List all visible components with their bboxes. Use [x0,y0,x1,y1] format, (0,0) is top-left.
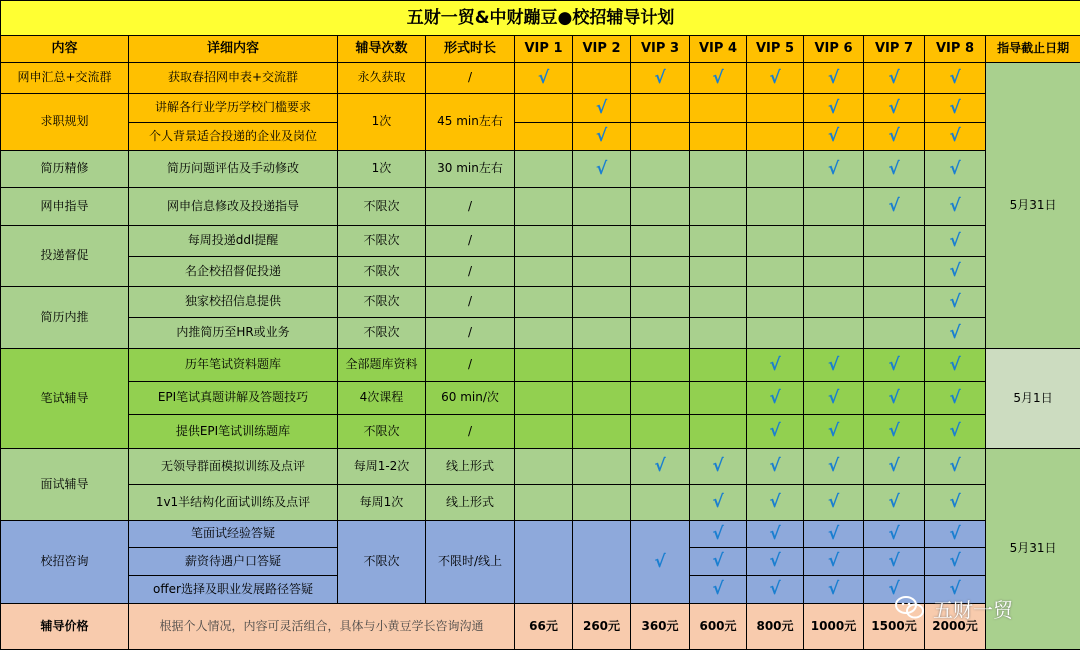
check-mark: √ [925,151,986,188]
check-mark: √ [747,382,804,415]
empty-cell [631,188,690,226]
category-cell: 网申汇总+交流群 [1,63,129,94]
check-mark: √ [804,485,864,521]
price-vip-3: 360元 [631,604,690,650]
empty-cell [631,257,690,287]
check-mark: √ [747,415,804,449]
header-vip-8: VIP 8 [925,36,986,63]
check-mark: √ [925,63,986,94]
times-cell: 不限次 [338,318,426,349]
empty-cell [631,485,690,521]
format-cell: 线上形式 [426,449,515,485]
empty-cell [804,318,864,349]
empty-cell [631,318,690,349]
table-row [1,188,1080,226]
table-row [1,349,1080,382]
empty-cell [573,382,631,415]
check-mark: √ [804,576,864,604]
table-title: 五财一贸&中财蹦豆●校招辅导计划 [1,1,1080,36]
empty-cell [515,349,573,382]
empty-cell [804,287,864,318]
check-mark: √ [864,382,925,415]
empty-cell [573,63,631,94]
check-mark: √ [573,151,631,188]
check-mark: √ [925,257,986,287]
check-mark: √ [925,415,986,449]
check-mark: √ [690,521,747,548]
check-mark: √ [925,318,986,349]
check-mark: √ [864,151,925,188]
empty-cell [631,226,690,257]
header-vip-3: VIP 3 [631,36,690,63]
empty-cell [690,349,747,382]
detail-cell: offer选择及职业发展路径答疑 [129,576,338,604]
format-cell: 60 min/次 [426,382,515,415]
price-vip-8: 2000元 [925,604,986,650]
category-cell: 求职规划 [1,94,129,151]
category-cell: 校招咨询 [1,521,129,604]
empty-cell [515,123,573,151]
detail-cell: 独家校招信息提供 [129,287,338,318]
times-cell: 不限次 [338,287,426,318]
empty-cell [690,151,747,188]
empty-cell [573,188,631,226]
empty-cell [515,226,573,257]
empty-cell [690,94,747,123]
check-mark: √ [864,94,925,123]
times-cell: 不限次 [338,188,426,226]
check-mark: √ [864,188,925,226]
times-cell: 1次 [338,94,426,151]
detail-cell: 内推简历至HR或业务 [129,318,338,349]
price-vip-4: 600元 [690,604,747,650]
header-vip-6: VIP 6 [804,36,864,63]
check-mark: √ [925,188,986,226]
empty-cell [573,485,631,521]
table-row [1,123,1080,151]
times-cell: 1次 [338,151,426,188]
format-cell: / [426,257,515,287]
check-mark: √ [747,521,804,548]
check-mark: √ [864,548,925,576]
times-cell: 不限次 [338,521,426,604]
check-mark: √ [864,123,925,151]
times-cell: 每周1-2次 [338,449,426,485]
format-cell: / [426,226,515,257]
empty-cell [573,415,631,449]
category-cell: 辅导价格 [1,604,129,650]
format-cell: 30 min左右 [426,151,515,188]
table-row [1,382,1080,415]
check-mark: √ [864,576,925,604]
empty-cell [747,287,804,318]
check-mark: √ [804,449,864,485]
empty-cell [573,449,631,485]
detail-cell: 获取春招网申表+交流群 [129,63,338,94]
empty-cell [864,257,925,287]
header-detail: 详细内容 [129,36,338,63]
header-vip-2: VIP 2 [573,36,631,63]
check-mark: √ [804,521,864,548]
empty-cell [515,382,573,415]
category-cell: 面试辅导 [1,449,129,521]
check-mark: √ [804,349,864,382]
check-mark: √ [925,226,986,257]
check-mark: √ [864,415,925,449]
check-mark: √ [925,548,986,576]
format-cell: / [426,188,515,226]
empty-cell [864,226,925,257]
detail-cell: 薪资待遇户口答疑 [129,548,338,576]
format-cell: 不限时/线上 [426,521,515,604]
empty-cell [573,318,631,349]
wechat-icon [895,595,925,621]
header-vip-5: VIP 5 [747,36,804,63]
check-mark: √ [804,415,864,449]
check-mark: √ [925,485,986,521]
category-cell: 网申指导 [1,188,129,226]
empty-cell [573,226,631,257]
detail-cell: EPI笔试真题讲解及答题技巧 [129,382,338,415]
table-row [1,257,1080,287]
empty-cell [747,188,804,226]
empty-cell [631,349,690,382]
category-cell: 投递督促 [1,226,129,287]
detail-cell: 1v1半结构化面试训练及点评 [129,485,338,521]
format-cell: 45 min左右 [426,94,515,151]
empty-cell [631,287,690,318]
times-cell: 每周1次 [338,485,426,521]
empty-cell [515,449,573,485]
check-mark: √ [804,548,864,576]
empty-cell [631,151,690,188]
deadline-cell: 5月1日 [986,349,1080,449]
check-mark: √ [804,151,864,188]
times-cell: 全部题库资料 [338,349,426,382]
empty-cell [690,415,747,449]
price-vip-2: 260元 [573,604,631,650]
category-cell: 笔试辅导 [1,349,129,449]
category-cell: 简历精修 [1,151,129,188]
empty-cell [515,94,573,123]
empty-cell [573,349,631,382]
check-mark: √ [925,123,986,151]
check-mark: √ [690,548,747,576]
empty-cell [515,415,573,449]
check-mark: √ [925,94,986,123]
check-mark: √ [747,63,804,94]
check-mark: √ [864,63,925,94]
watermark-text: 五财一贸 [933,597,1013,622]
header-format: 形式时长 [426,36,515,63]
empty-cell [690,226,747,257]
empty-cell [631,415,690,449]
check-mark: √ [925,349,986,382]
empty-cell [631,123,690,151]
check-mark: √ [690,63,747,94]
check-mark: √ [925,521,986,548]
empty-cell [690,123,747,151]
price-vip-5: 800元 [747,604,804,650]
format-cell: / [426,318,515,349]
check-mark: √ [631,521,690,604]
times-cell: 不限次 [338,226,426,257]
empty-cell [573,521,631,604]
empty-cell [515,318,573,349]
check-mark: √ [631,449,690,485]
price-vip-6: 1000元 [804,604,864,650]
empty-cell [690,382,747,415]
check-mark: √ [804,94,864,123]
empty-cell [804,226,864,257]
detail-cell: 历年笔试资料题库 [129,349,338,382]
check-mark: √ [925,382,986,415]
header-vip-7: VIP 7 [864,36,925,63]
format-cell: 线上形式 [426,485,515,521]
times-cell: 永久获取 [338,63,426,94]
check-mark: √ [804,382,864,415]
empty-cell [690,287,747,318]
times-cell: 不限次 [338,257,426,287]
check-mark: √ [690,576,747,604]
detail-cell: 提供EPI笔试训练题库 [129,415,338,449]
empty-cell [747,123,804,151]
empty-cell [747,318,804,349]
check-mark: √ [747,485,804,521]
empty-cell [515,188,573,226]
table-row [1,287,1080,318]
format-cell: / [426,415,515,449]
empty-cell [515,287,573,318]
header-content: 内容 [1,36,129,63]
empty-cell [804,188,864,226]
check-mark: √ [925,576,986,604]
table-row [1,415,1080,449]
check-mark: √ [631,63,690,94]
format-cell: / [426,349,515,382]
empty-cell [747,226,804,257]
times-cell: 不限次 [338,415,426,449]
empty-cell [573,257,631,287]
table-row [1,226,1080,257]
header-times: 辅导次数 [338,36,426,63]
check-mark: √ [690,485,747,521]
empty-cell [515,151,573,188]
table-row [1,485,1080,521]
deadline-cell: 5月31日 [986,449,1080,650]
price-vip-1: 66元 [515,604,573,650]
empty-cell [690,188,747,226]
check-mark: √ [804,63,864,94]
price-note: 根据个人情况，内容可灵活组合，具体与小黄豆学长咨询沟通 [129,604,515,650]
check-mark: √ [925,449,986,485]
detail-cell: 无领导群面模拟训练及点评 [129,449,338,485]
empty-cell [690,257,747,287]
detail-cell: 名企校招督促投递 [129,257,338,287]
detail-cell: 个人背景适合投递的企业及岗位 [129,123,338,151]
check-mark: √ [864,485,925,521]
deadline-cell: 5月31日 [986,63,1080,349]
empty-cell [747,151,804,188]
header-vip-1: VIP 1 [515,36,573,63]
detail-cell: 每周投递ddl提醒 [129,226,338,257]
check-mark: √ [573,94,631,123]
table-row [1,94,1080,123]
check-mark: √ [690,449,747,485]
check-mark: √ [747,449,804,485]
table-row [1,449,1080,485]
header-deadline: 指导截止日期 [986,36,1080,63]
empty-cell [864,287,925,318]
format-cell: / [426,63,515,94]
check-mark: √ [747,349,804,382]
price-vip-7: 1500元 [864,604,925,650]
empty-cell [690,318,747,349]
detail-cell: 讲解各行业学历学校门槛要求 [129,94,338,123]
empty-cell [747,94,804,123]
detail-cell: 网申信息修改及投递指导 [129,188,338,226]
empty-cell [515,521,573,604]
table-row [1,318,1080,349]
detail-cell: 笔面试经验答疑 [129,521,338,548]
check-mark: √ [804,123,864,151]
detail-cell: 简历问题评估及手动修改 [129,151,338,188]
empty-cell [515,257,573,287]
check-mark: √ [747,576,804,604]
check-mark: √ [864,521,925,548]
empty-cell [573,287,631,318]
watermark [895,592,1065,624]
check-mark: √ [925,287,986,318]
empty-cell [747,257,804,287]
check-mark: √ [515,63,573,94]
table-row [1,63,1080,94]
check-mark: √ [864,349,925,382]
table-row [1,151,1080,188]
empty-cell [631,94,690,123]
table-row [1,521,1080,548]
empty-cell [631,382,690,415]
category-cell: 简历内推 [1,287,129,349]
empty-cell [804,257,864,287]
empty-cell [515,485,573,521]
check-mark: √ [573,123,631,151]
check-mark: √ [747,548,804,576]
times-cell: 4次课程 [338,382,426,415]
empty-cell [864,318,925,349]
check-mark: √ [864,449,925,485]
header-vip-4: VIP 4 [690,36,747,63]
format-cell: / [426,287,515,318]
